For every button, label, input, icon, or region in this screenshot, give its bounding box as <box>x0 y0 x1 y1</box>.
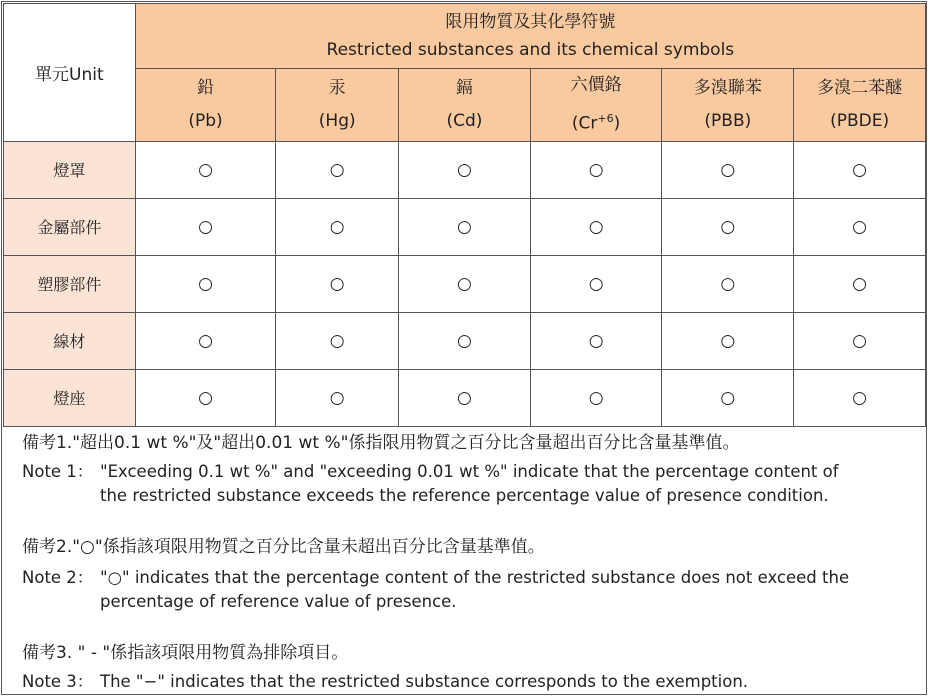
compliance-mark: ○ <box>794 369 926 426</box>
title-zh: 限用物質及其化學符號 <box>445 12 616 32</box>
substance-symbol: (PBB) <box>704 110 752 131</box>
compliance-mark: ○ <box>794 141 926 198</box>
compliance-mark: ○ <box>399 255 531 312</box>
substance-symbol: (Pb) <box>188 110 223 131</box>
note-label: Note 2： <box>22 568 94 587</box>
compliance-mark: ○ <box>399 141 531 198</box>
row-unit-label: 金屬部件 <box>4 198 136 255</box>
compliance-mark: ○ <box>662 255 794 312</box>
compliance-mark: ○ <box>530 312 662 369</box>
compliance-mark: ○ <box>662 141 794 198</box>
restricted-substances-table <box>3 3 926 427</box>
substance-header <box>276 69 399 142</box>
compliance-mark: ○ <box>399 369 531 426</box>
note-1-en <box>22 460 839 508</box>
compliance-mark: ○ <box>794 198 926 255</box>
compliance-mark: ○ <box>794 255 926 312</box>
compliance-mark: ○ <box>276 369 399 426</box>
compliance-mark: ○ <box>530 369 662 426</box>
compliance-mark: ○ <box>662 369 794 426</box>
note-text: "Exceeding 0.1 wt %" and "exceeding 0.01 wt %" indicate that the percentage content of <box>100 462 839 481</box>
substance-name: 鉛 <box>197 77 215 98</box>
compliance-mark: ○ <box>135 255 276 312</box>
row-unit-label: 塑膠部件 <box>4 255 136 312</box>
compliance-mark: ○ <box>135 369 276 426</box>
note-3-en <box>22 670 748 694</box>
substance-header <box>399 69 531 142</box>
substance-header <box>662 69 794 142</box>
note-text-continued: the restricted substance exceeds the reference percentage value of presence condition. <box>100 486 829 505</box>
substance-symbol: (Cd) <box>446 110 483 131</box>
substance-name: 六價鉻 <box>570 75 622 95</box>
compliance-mark: ○ <box>399 198 531 255</box>
substance-header <box>530 69 662 142</box>
table-body <box>4 141 926 426</box>
compliance-mark: ○ <box>399 312 531 369</box>
substance-name: 多溴二苯醚 <box>817 77 903 98</box>
symbol-suffix: ) <box>613 113 621 134</box>
row-unit-label: 燈罩 <box>4 141 136 198</box>
substance-symbol: (PBDE) <box>830 110 890 131</box>
substance-name: 多溴聯苯 <box>693 77 762 98</box>
compliance-mark: ○ <box>276 312 399 369</box>
table-row <box>4 312 926 369</box>
compliance-mark: ○ <box>276 198 399 255</box>
compliance-mark: ○ <box>276 255 399 312</box>
table-row <box>4 369 926 426</box>
compliance-mark: ○ <box>135 198 276 255</box>
substance-header <box>135 69 276 142</box>
note-2-zh: 備考2."○"係指該項限用物質之百分比含量未超出百分比含量基準值。 <box>22 537 545 557</box>
compliance-mark: ○ <box>662 312 794 369</box>
note-2-en <box>22 566 849 614</box>
symbol-superscript: +6 <box>597 112 614 125</box>
compliance-mark: ○ <box>794 312 926 369</box>
compliance-mark: ○ <box>530 141 662 198</box>
substance-symbol: (Hg) <box>318 110 356 131</box>
note-label: Note 1： <box>22 462 94 481</box>
unit-column-header: 單元Unit <box>4 4 136 142</box>
note-text: The "−" indicates that the restricted substance corresponds to the exemption. <box>100 672 749 691</box>
note-text-continued: percentage of reference value of presence. <box>100 592 457 611</box>
note-label: Note 3： <box>22 672 94 691</box>
rohs-declaration-sheet <box>1 1 927 695</box>
table-row <box>4 141 926 198</box>
symbol-prefix: (Cr <box>571 113 598 134</box>
note-3-zh: 備考3. " - "係指該項限用物質為排除項目。 <box>22 643 349 663</box>
substance-header <box>794 69 926 142</box>
compliance-mark: ○ <box>135 141 276 198</box>
table-title <box>135 4 925 69</box>
table-row <box>4 255 926 312</box>
compliance-mark: ○ <box>530 198 662 255</box>
substance-name: 鎘 <box>455 77 473 98</box>
compliance-mark: ○ <box>276 141 399 198</box>
compliance-mark: ○ <box>662 198 794 255</box>
row-unit-label: 燈座 <box>4 369 136 426</box>
note-text: "○" indicates that the percentage content of the restricted substance does not exceed the <box>100 568 850 587</box>
compliance-mark: ○ <box>135 312 276 369</box>
substance-name: 汞 <box>328 77 346 98</box>
substance-symbol <box>531 102 662 141</box>
row-unit-label: 線材 <box>4 312 136 369</box>
title-en: Restricted substances and its chemical symbols <box>326 40 735 60</box>
table-row <box>4 198 926 255</box>
compliance-mark: ○ <box>530 255 662 312</box>
note-1-zh: 備考1."超出0.1 wt %"及"超出0.01 wt %"係指限用物質之百分比含量超出百分比含量基準值。 <box>22 433 740 453</box>
